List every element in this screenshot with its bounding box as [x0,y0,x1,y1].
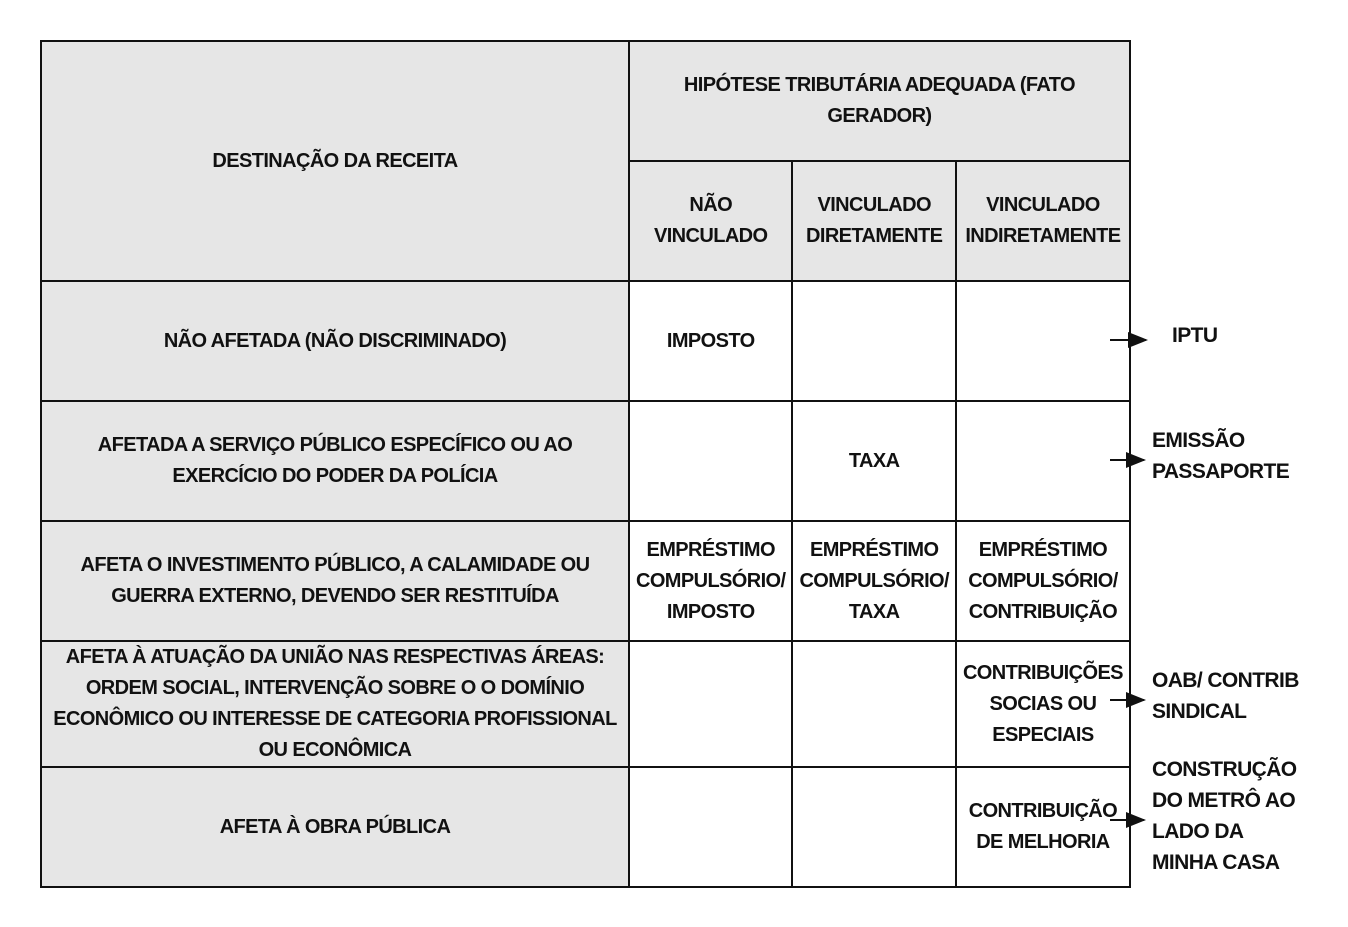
example-oab-contrib-sindical: OAB/ CONTRIB SINDICAL [1152,669,1299,723]
example-construcao-metro: CONSTRUÇÃO DO METRÔ AO LADO DA MINHA CASA [1152,758,1297,874]
row-label: AFETA À ATUAÇÃO DA UNIÃO NAS RESPECTIVAS ÁREAS: ORDEM SOCIAL, INTERVENÇÃO SOBRE O O DOMÍNIO ECONÔMICO OU INTERESSE DE CATEGORIA PROFISSIONAL OU ECONÔMICA [41,641,629,767]
cell-vinculado-diretamente: EMPRÉSTIMO COMPULSÓRIO/ TAXA [792,521,955,641]
row-label: AFETA O INVESTIMENTO PÚBLICO, A CALAMIDADE OU GUERRA EXTERNO, DEVENDO SER RESTITUÍDA [41,521,629,641]
cell-vinculado-indiretamente: CONTRIBUIÇÕES SOCIAS OU ESPECIAIS [956,641,1130,767]
cell-vinculado-indiretamente: CONTRIBUIÇÃO DE MELHORIA [956,767,1130,887]
header-col-nao-vinculado: NÃO VINCULADO [629,161,792,281]
cell-vinculado-indiretamente: EMPRÉSTIMO COMPULSÓRIO/ CONTRIBUIÇÃO [956,521,1130,641]
cell-nao-vinculado: EMPRÉSTIMO COMPULSÓRIO/ IMPOSTO [629,521,792,641]
example-iptu: IPTU [1172,324,1218,347]
header-destinacao: DESTINAÇÃO DA RECEITA [41,41,629,281]
header-hipotese: HIPÓTESE TRIBUTÁRIA ADEQUADA (FATO GERADOR) [629,41,1130,161]
header-col-vinculado-diretamente: VINCULADO DIRETAMENTE [792,161,955,281]
row-label: NÃO AFETADA (NÃO DISCRIMINADO) [41,281,629,401]
row-label: AFETADA A SERVIÇO PÚBLICO ESPECÍFICO OU AO EXERCÍCIO DO PODER DA POLÍCIA [41,401,629,521]
example-emissao-passaporte: EMISSÃO PASSAPORTE [1152,429,1290,483]
cell-nao-vinculado: IMPOSTO [629,281,792,401]
cell-vinculado-diretamente: TAXA [792,401,955,521]
header-col-vinculado-indiretamente: VINCULADO INDIRETAMENTE [956,161,1130,281]
row-label: AFETA À OBRA PÚBLICA [41,767,629,887]
